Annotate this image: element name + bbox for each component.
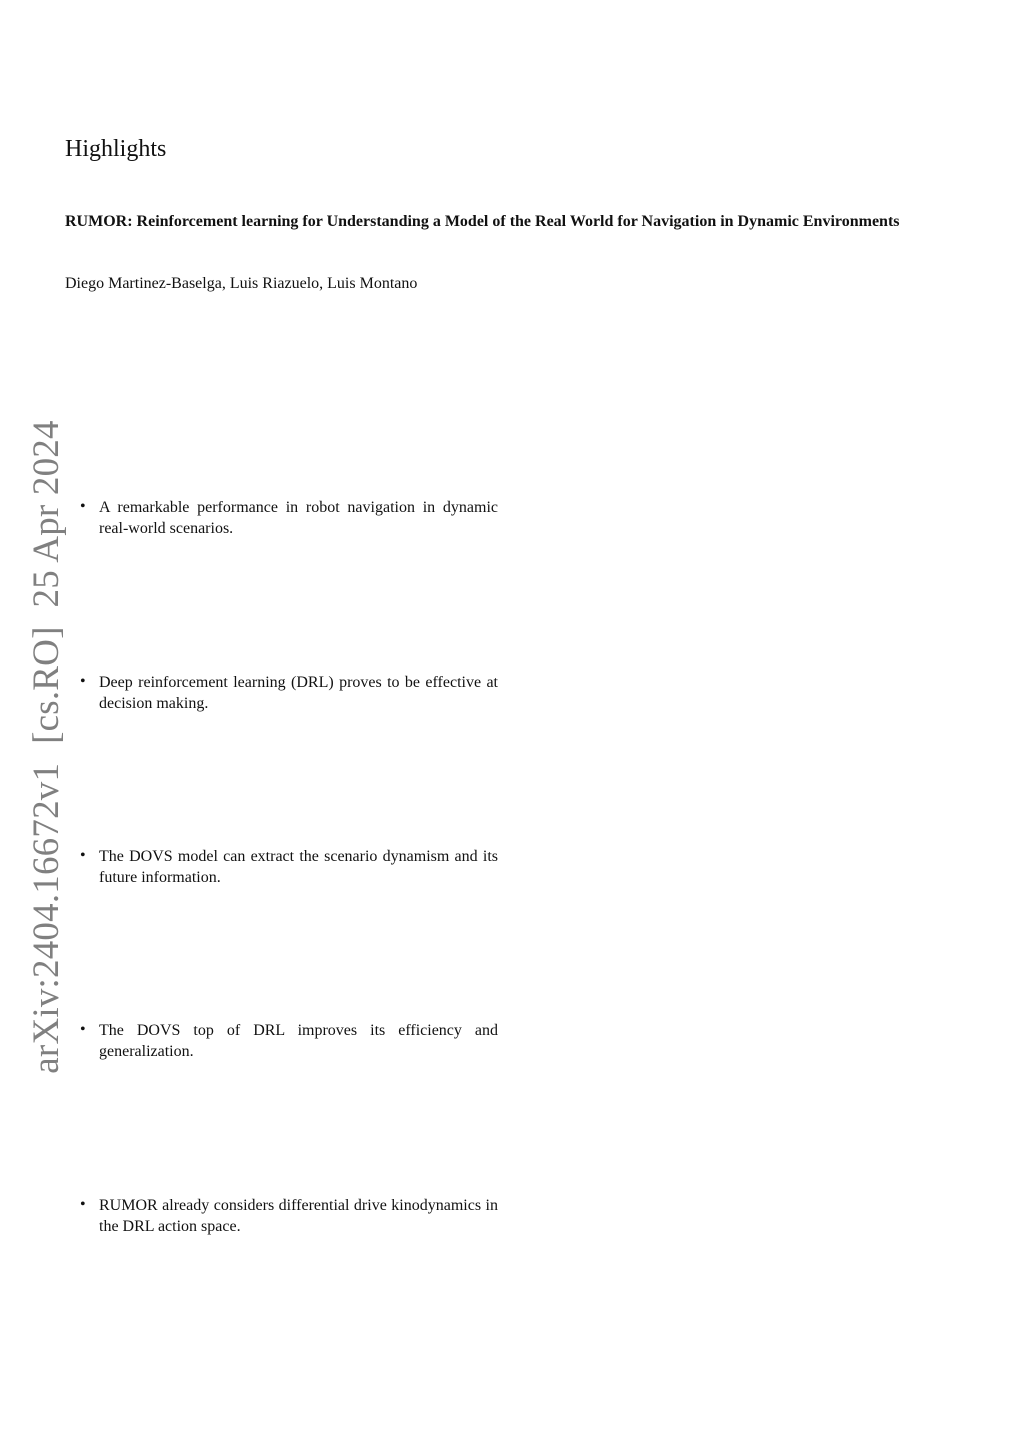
highlight-text: RUMOR already considers differential drive kinodynamics in the DRL action space. <box>99 1197 498 1235</box>
highlight-item <box>80 846 498 888</box>
highlight-text: A remarkable performance in robot navigation in dynamic real-world scenarios. <box>99 499 498 537</box>
paper-title: RUMOR: Reinforcement learning for Understanding a Model of the Real World for Navigation in Dynamic Environments <box>65 213 900 230</box>
paper-authors: Diego Martinez-Baselga, Luis Riazuelo, Luis Montano <box>65 275 418 292</box>
highlight-text: The DOVS top of DRL improves its efficiency and generalization. <box>99 1022 498 1060</box>
arxiv-identifier-stamp: arXiv:2404.16672v1 [cs.RO] 25 Apr 2024 <box>26 420 67 1074</box>
bullet-icon: • <box>80 673 86 690</box>
highlight-text: Deep reinforcement learning (DRL) proves to be effective at decision making. <box>99 674 498 712</box>
bullet-icon: • <box>80 847 86 864</box>
bullet-icon: • <box>80 498 86 515</box>
highlight-item <box>80 672 498 714</box>
bullet-icon: • <box>80 1196 86 1213</box>
bullet-icon: • <box>80 1021 86 1038</box>
highlight-item <box>80 1020 498 1062</box>
highlight-text: The DOVS model can extract the scenario dynamism and its future information. <box>99 848 498 886</box>
highlight-item <box>80 1195 498 1237</box>
highlights-heading: Highlights <box>65 136 167 162</box>
highlight-item <box>80 497 498 539</box>
